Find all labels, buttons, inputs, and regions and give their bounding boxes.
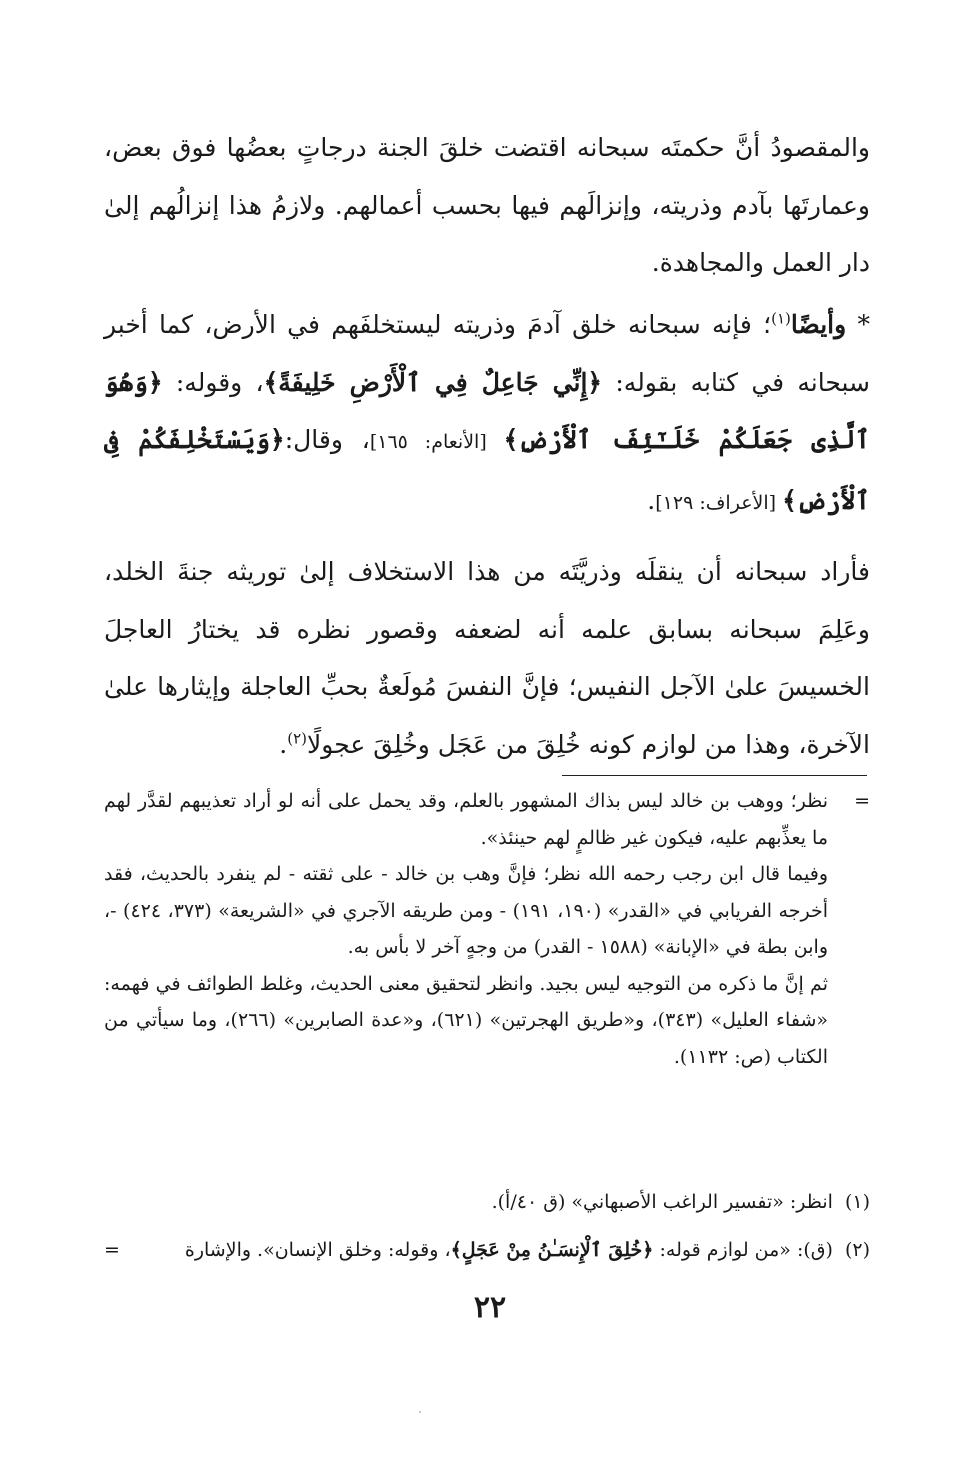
footnote-cont-paragraph-1: نظر؛ ووهب بن خالد ليس بذاك المشهور بالعلم، وقد يحمل على أنه لو أراد تعذيبهم لقدَّر لهم ما يعذِّبهم عليه، فيكون غير ظالمٍ لهم حينئذ».: [104, 790, 828, 849]
footnote-2-number: (٢): [844, 1239, 870, 1261]
quran-verse-1: ﴿إِنِّي جَاعِلٌ فِي ٱلْأَرْضِ خَلِيفَةً﴾: [263, 367, 603, 397]
footnote-2-verse: ﴿خُلِقَ ٱلْإِنسَـٰنُ مِنْ عَجَلٍ﴾: [450, 1239, 654, 1261]
continuation-marker: =: [854, 790, 870, 812]
paragraph-2: [104, 296, 870, 532]
footnote-cont-paragraph-3: ثم إنَّ ما ذكره من التوجيه ليس بجيد. وانظر لتحقيق معنى الحديث، وغلط الطوائف في فهمه: «شفاء العليل» (٣٤٣)، و«طريق الهجرتين» (٦٢١)، و«عدة الصابرين» (٢٦٦)، وما سيأتي من الكتاب (ص: ١١٣٢).: [104, 972, 828, 1068]
quran-verse-2: ﴿وَهُوَ ٱلَّذِى جَعَلَكُمْ خَلَـٰٓئِفَ ٱلْأَرْضِ﴾: [104, 367, 871, 454]
footnote-2-text-b: ، وقوله: وخلق الإنسان». والإشارة: [184, 1239, 451, 1261]
paper-speck: [419, 1411, 421, 1413]
paragraph-1-text: والمقصودُ أنَّ حكمتَه سبحانه اقتضت خلقَ الجنة درجاتٍ بعضُها فوق بعض، وعمارتَها بآدم وذريته، وإنزالَهم فيها بحسب أعمالهم. ولازمُ هذا إنزالُهم إلىٰ دار العمل والمجاهدة.: [104, 133, 870, 277]
footnote-continuation: [104, 783, 870, 1075]
footnote-separator: [562, 775, 867, 776]
footnote-ref-2[interactable]: (٢): [287, 729, 308, 748]
lead-word: وأيضًا: [790, 310, 847, 339]
bullet-star: *: [846, 310, 870, 339]
footnote-1: [104, 1184, 870, 1221]
paragraph-1: [104, 119, 870, 292]
footnote-1-text: انظر: «تفسير الراغب الأصبهاني» (ق ٤٠/أ).: [491, 1191, 833, 1213]
footnote-2-text-a: (ق): «من لوازم قوله:: [653, 1239, 833, 1261]
quran-verse-3: ﴿وَيَسْتَخْلِفَكُمْ فِى ٱلْأَرْضِ﴾: [104, 425, 870, 515]
page-number: ٢٢: [473, 1290, 507, 1325]
paragraph-2-text-b: ، وقوله:: [162, 367, 264, 397]
footnote-2: [104, 1232, 870, 1269]
paragraph-2-text-c: ، وقال:: [284, 425, 370, 454]
paragraph-3-end: .: [279, 729, 288, 759]
paragraph-3-text: فأراد سبحانه أن ينقلَه وذريَّتَه من هذا الاستخلاف إلىٰ توريثه جنةَ الخلد، وعَلِمَ سبحانه بسابق علمه أنه لضعفه وقصور نظره قد يختارُ العاجلَ الخسيسَ علىٰ الآجل النفيس؛ فإنَّ النفسَ مُولَعةٌ بحبِّ العاجلة وإيثارها علىٰ الآخرة، وهذا من لوازم كونه خُلِقَ من عَجَل وخُلِقَ عجولًا: [104, 557, 870, 759]
verse-citation-3: [الأعراف: ١٢٩]: [655, 491, 783, 514]
footnote-2-continuation-marker: =: [104, 1239, 120, 1261]
paragraph-3: [104, 543, 870, 773]
paragraph-2-end: .: [647, 485, 656, 515]
footnote-ref-1[interactable]: (١): [771, 309, 791, 328]
verse-citation-2: [الأنعام: ١٦٥]: [369, 431, 504, 453]
footnote-cont-paragraph-2: وفيما قال ابن رجب رحمه الله نظر؛ فإنَّ وهب بن خالد - على ثقته - لم ينفرد بالحديث، فقد أخرجه الفريابي في «القدر» (١٩٠، ١٩١) - ومن طريقه الآجري في «الشريعة» (٣٧٣، ٤٢٤) -، وابن بطة في «الإبانة» (١٥٨٨ - القدر) من وجهٍ آخر لا بأس به.: [104, 863, 829, 958]
footnote-1-number: (١): [844, 1191, 870, 1213]
paragraph-2-text-a: ؛ فإنه سبحانه خلق آدمَ وذريته ليستخلفَهم في الأرض، كما أخبر سبحانه في كتابه بقوله:: [104, 310, 870, 397]
